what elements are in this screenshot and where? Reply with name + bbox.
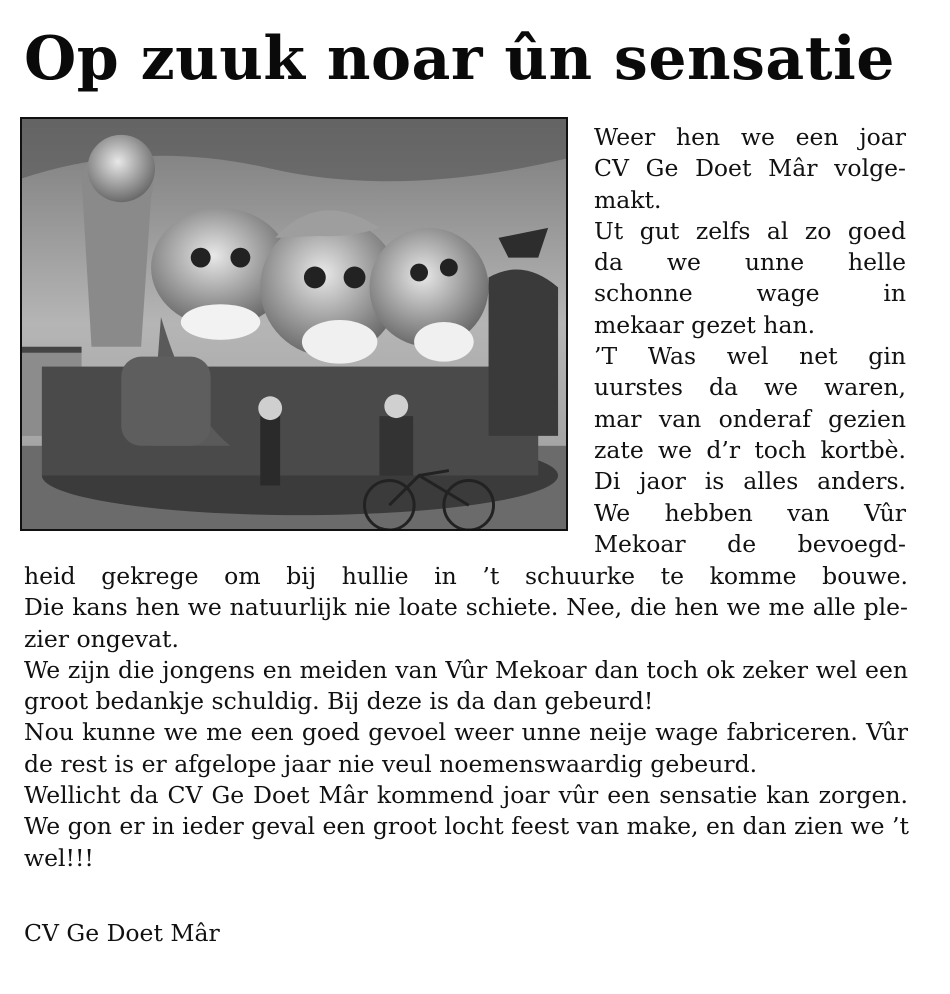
- float-photo-illustration: [22, 119, 566, 529]
- body-line: de rest is er afgelope jaar nie veul noemenswaardig gebeurd.: [24, 749, 758, 778]
- carnival-float-photo: [20, 117, 568, 531]
- body-line: Di jaor is alles anders.: [594, 467, 906, 496]
- body-line: Weer hen we een joar: [594, 123, 906, 151]
- article-title: Op zuuk noar ûn sensatie: [24, 24, 895, 94]
- body-line: zier ongevat.: [24, 624, 179, 653]
- body-line: We gon er in ieder geval een groot locht feest van make, en dan zien we ’t: [24, 812, 909, 841]
- body-line: wel!!!: [24, 843, 94, 872]
- body-line: schonne wage in: [594, 279, 906, 308]
- body-line: heid gekrege om bij hullie in ’t schuurke te komme bouwe.: [24, 562, 908, 590]
- body-line: mekaar gezet han.: [594, 310, 816, 339]
- article-body-side-column: [594, 122, 906, 560]
- body-line: Nou kunne we me een goed gevoel weer unne neije wage fabriceren. Vûr: [24, 718, 908, 747]
- body-line: uurstes da we waren,: [594, 373, 906, 402]
- body-line: da we unne helle: [594, 248, 906, 277]
- body-line: groot bedankje schuldig. Bij deze is da dan gebeurd!: [24, 687, 654, 716]
- body-line: Ut gut zelfs al zo goed: [594, 216, 906, 245]
- body-line: Wellicht da CV Ge Doet Mâr kommend joar vûr een sensatie kan zorgen.: [24, 781, 908, 810]
- article-signature: CV Ge Doet Mâr: [24, 919, 220, 947]
- body-line: We hebben van Vûr: [594, 498, 906, 527]
- body-line: zate we d’r toch kortbè.: [594, 435, 906, 464]
- body-line: makt.: [594, 185, 662, 214]
- article-body-full-width: [24, 561, 908, 874]
- body-line: mar van onderaf gezien: [594, 404, 906, 433]
- body-line: ’T Was wel net gin: [594, 342, 906, 371]
- body-line: We zijn die jongens en meiden van Vûr Mekoar dan toch ok zeker wel een: [24, 655, 908, 684]
- body-line: CV Ge Doet Mâr volge-: [594, 154, 906, 183]
- body-line: Mekoar de bevoegd-: [594, 529, 906, 558]
- body-line: Die kans hen we natuurlijk nie loate schiete. Nee, die hen we me alle ple-: [24, 593, 908, 622]
